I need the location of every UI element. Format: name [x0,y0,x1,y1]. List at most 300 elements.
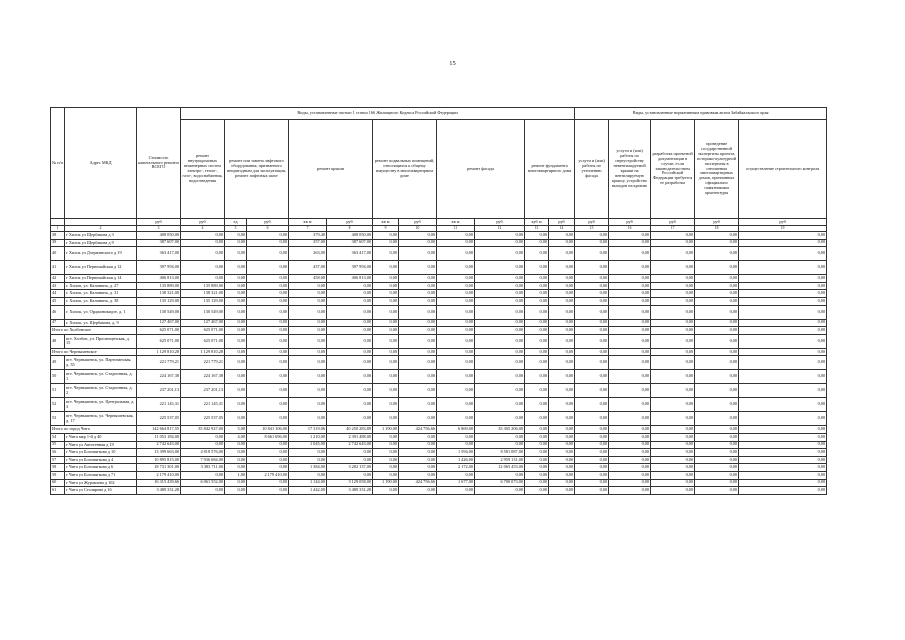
value-cell-nq: 0,00 [525,334,549,348]
table-row [51,441,827,449]
value-cell-exp: 0,00 [695,282,739,290]
address-cell: г Чита ул Богомягкова д 71 [65,471,137,479]
value-cell-bc: 0,00 [399,247,437,261]
value-cell-fc: 0,00 [475,319,525,327]
value-cell-eng: 7 936 684,00 [181,456,225,464]
value-cell-fq: 0,00 [437,232,475,240]
value-cell-exp: 0,00 [695,426,739,434]
value-cell-nc: 0,00 [549,327,575,335]
address-cell: г. Хилок, ул. Калинина, д. 31 [65,290,137,298]
value-cell-ctrl: 0,00 [739,356,827,370]
value-cell-lc: 0,00 [247,384,289,398]
value-cell-vent: 0,00 [609,261,651,275]
value-cell-vent: 0,00 [609,412,651,426]
value-cell-lq: 0,00 [225,348,247,356]
value-cell-warm: 0,00 [575,290,609,298]
value-cell-exp: 0,00 [695,297,739,305]
value-cell-warm: 0,00 [575,426,609,434]
value-cell-lc: 0,00 [247,412,289,426]
value-cell-exp: 0,00 [695,239,739,247]
value-cell-exp: 0,00 [695,433,739,441]
value-cell-rc: 0,00 [327,327,373,335]
value-cell-exp: 0,00 [695,398,739,412]
value-cell-fc: 0,00 [475,261,525,275]
value-cell-exp: 0,00 [695,441,739,449]
value-cell-bq: 0,00 [373,282,399,290]
value-cell-cost: 225 537,05 [137,412,181,426]
table-row [51,239,827,247]
value-cell-lq: 0,00 [225,247,247,261]
value-cell-rq: 263,00 [289,247,327,261]
header-project-docs: разработка проектной документации в случае, если законодательством Российской Федерации требуется ее разработка [651,120,695,219]
value-cell-lq: 0,00 [225,319,247,327]
value-cell-lq: 0,00 [225,456,247,464]
value-cell-bc: 0,00 [399,384,437,398]
value-cell-nq: 0,00 [525,356,549,370]
value-cell-vent: 0,00 [609,456,651,464]
value-cell-lq: 0,00 [225,479,247,487]
value-cell-cost: 397 994,00 [137,261,181,275]
value-cell-rq: 0,00 [289,282,327,290]
value-cell-docs: 0,00 [651,464,695,472]
value-cell-nq: 0,00 [525,479,549,487]
value-cell-bc: 0,00 [399,305,437,319]
address-cell: г. Хилок, ул. Орджоникидзе, д. 1 [65,305,137,319]
value-cell-bc: 0,00 [399,370,437,384]
value-cell-eng: 6 061 552,00 [181,479,225,487]
row-number: 46 [51,305,65,319]
value-cell-bc: 0,00 [399,449,437,457]
value-cell-rc: 0,00 [327,471,373,479]
value-cell-nc: 0,00 [549,334,575,348]
address-cell: г Чита ул Столярова д 16 [65,487,137,495]
value-cell-eng: 127 467,00 [181,319,225,327]
value-cell-vent: 0,00 [609,384,651,398]
value-cell-fc: 0,00 [475,327,525,335]
value-cell-cost: 10 895 815,00 [137,456,181,464]
value-cell-warm: 0,00 [575,247,609,261]
value-cell-rq: 0,00 [289,319,327,327]
value-cell-warm: 0,00 [575,471,609,479]
value-cell-lq: 0,00 [225,487,247,495]
value-cell-cost: 221 145,31 [137,398,181,412]
value-cell-nc: 0,00 [549,456,575,464]
value-cell-nc: 0,00 [549,449,575,457]
value-cell-fc: 0,00 [475,398,525,412]
value-cell-rq: 357,00 [289,239,327,247]
value-cell-nc: 0,00 [549,464,575,472]
value-cell-lq: 0,00 [225,334,247,348]
value-cell-ctrl: 0,00 [739,426,827,434]
value-cell-cost: 2 742 643,00 [137,441,181,449]
value-cell-cost: 221 779,21 [137,356,181,370]
value-cell-ctrl: 0,00 [739,305,827,319]
value-cell-fq: 0,00 [437,261,475,275]
value-cell-fq: 0,00 [437,305,475,319]
value-cell-exp: 0,00 [695,334,739,348]
value-cell-nc: 0,00 [549,433,575,441]
value-cell-rq: 1 384,00 [289,464,327,472]
row-number: 49 [51,356,65,370]
value-cell-bq: 0,00 [373,456,399,464]
value-cell-nc: 0,00 [549,319,575,327]
value-cell-lq: 0,00 [225,290,247,298]
value-cell-rc: 40 250 283,89 [327,426,373,434]
value-cell-docs: 0,00 [651,441,695,449]
value-cell-lc: 0,00 [247,319,289,327]
value-cell-nc: 0,00 [549,290,575,298]
table-row [51,282,827,290]
column-number: 12 [475,226,525,232]
value-cell-bq: 1 190,00 [373,479,399,487]
value-cell-bq: 1 190,00 [373,426,399,434]
value-cell-lc: 0,00 [247,370,289,384]
column-number: 7 [289,226,327,232]
value-cell-fc: 12 065 453,00 [475,464,525,472]
value-cell-ctrl: 0,00 [739,398,827,412]
value-cell-cost: 625 071,00 [137,327,181,335]
unit-cell: руб [137,219,181,226]
table-row [51,297,827,305]
value-cell-fc: 2 959 131,00 [475,456,525,464]
column-number: 14 [549,226,575,232]
value-cell-vent: 0,00 [609,319,651,327]
value-cell-bc: 0,00 [399,275,437,283]
value-cell-cost: 138 321,00 [137,290,181,298]
value-cell-ctrl: 0,00 [739,433,827,441]
value-cell-vent: 0,00 [609,426,651,434]
value-cell-vent: 0,00 [609,479,651,487]
value-cell-nq: 0,00 [525,232,549,240]
value-cell-eng: 0,00 [181,441,225,449]
value-cell-ctrl: 0,00 [739,412,827,426]
value-cell-fq: 0,00 [437,239,475,247]
table-row [51,247,827,261]
value-cell-eng: 221 145,31 [181,398,225,412]
value-cell-bc: 0,00 [399,232,437,240]
value-cell-docs: 0,00 [651,239,695,247]
value-cell-rq: 0,00 [289,356,327,370]
value-cell-exp: 0,00 [695,327,739,335]
value-cell-eng: 0,00 [181,275,225,283]
value-cell-ctrl: 0,00 [739,441,827,449]
value-cell-docs: 0,00 [651,433,695,441]
value-cell-nq: 0,00 [525,239,549,247]
unit-cell: кв м [289,219,327,226]
value-cell-lq: 0,00 [225,356,247,370]
value-cell-nq: 0,00 [525,471,549,479]
value-cell-bq: 0,00 [373,441,399,449]
header-total-cost: Стоимость капитального ремонта ВСЕГО [137,108,181,219]
header-basement: ремонт подвальных помещений, относящихся к общему имуществу в многоквартирном доме [373,120,437,219]
address-cell: г Чита мкр 1-й д 40 [65,433,137,441]
value-cell-fc: 0,00 [475,471,525,479]
unit-cell: руб [739,219,827,226]
value-cell-cost: 237 201,13 [137,384,181,398]
value-cell-warm: 0,00 [575,305,609,319]
value-cell-cost: 1 129 810,28 [137,348,181,356]
value-cell-eng: 225 537,05 [181,412,225,426]
value-cell-exp: 0,00 [695,471,739,479]
value-cell-bq: 0,00 [373,232,399,240]
value-cell-ctrl: 0,00 [739,370,827,384]
value-cell-lq: 5,00 [225,426,247,434]
value-cell-rc: 0,00 [327,398,373,412]
value-cell-exp: 0,00 [695,319,739,327]
value-cell-rq: 0,00 [289,384,327,398]
value-cell-exp: 0,00 [695,305,739,319]
value-cell-rq: 0,00 [289,471,327,479]
value-cell-nc: 0,00 [549,479,575,487]
value-cell-rq: 0,00 [289,327,327,335]
value-cell-docs: 0,00 [651,247,695,261]
value-cell-cost: 16 315 439,66 [137,479,181,487]
value-cell-rc: 406 813,00 [327,275,373,283]
unit-cell: руб [651,219,695,226]
column-number: 2 [65,226,137,232]
value-cell-nc: 0,00 [549,356,575,370]
unit-cell: руб [575,219,609,226]
value-cell-nc: 0,00 [549,384,575,398]
value-cell-docs: 0,00 [651,305,695,319]
value-cell-lc: 0,00 [247,247,289,261]
header-group-housing-code: Виды, установленные частью 1 статьи 166 Жилищного Кодекса Российской Федерации [181,108,575,120]
value-cell-bc: 0,00 [399,348,437,356]
table-row [51,319,827,327]
value-cell-nq: 0,00 [525,456,549,464]
value-cell-fq: 0,00 [437,370,475,384]
value-cell-ctrl: 0,00 [739,479,827,487]
header-engineering-systems: ремонт внутридомовых инженерных систем электро-, тепло-, газо-, водоснабжения, водоотведения [181,120,225,219]
address-cell: г. Хилок, ул. Калинина, д. 27 [65,282,137,290]
header-facade-insulation: услуги и (или) работы по утеплению фасада [575,120,609,219]
value-cell-fc: 0,00 [475,305,525,319]
value-cell-lc: 0,00 [247,305,289,319]
value-cell-warm: 0,00 [575,412,609,426]
subtotal-label: Итого по Холбонское [51,327,137,335]
value-cell-nc: 0,00 [549,398,575,412]
row-number: 38 [51,232,65,240]
value-cell-fq: 2 172,00 [437,464,475,472]
value-cell-bq: 0,00 [373,370,399,384]
unit-cell: кв м [373,219,399,226]
value-cell-warm: 0,00 [575,327,609,335]
value-cell-exp: 0,00 [695,487,739,495]
value-cell-bc: 0,00 [399,398,437,412]
value-cell-rq: 379,40 [289,232,327,240]
value-cell-fq: 1 677,00 [437,479,475,487]
row-number: 45 [51,297,65,305]
unit-cell: руб [327,219,373,226]
value-cell-nq: 0,00 [525,275,549,283]
value-cell-bc: 0,00 [399,239,437,247]
value-cell-docs: 0,00 [651,456,695,464]
value-cell-exp: 0,00 [695,247,739,261]
unit-cell: кв м [437,219,475,226]
value-cell-bc: 0,00 [399,441,437,449]
value-cell-cost: 387 607,00 [137,239,181,247]
value-cell-nq: 0,00 [525,327,549,335]
value-cell-rc: 0,00 [327,348,373,356]
column-number: 1 [51,226,65,232]
table-row [51,290,827,298]
value-cell-rq: 0,00 [289,456,327,464]
value-cell-rc: 0,00 [327,412,373,426]
column-number: 18 [695,226,739,232]
value-cell-cost: 11 053 184,00 [137,433,181,441]
value-cell-rq: 0,00 [289,297,327,305]
value-cell-lc: 0,00 [247,275,289,283]
value-cell-exp: 0,00 [695,275,739,283]
value-cell-warm: 0,00 [575,398,609,412]
value-cell-rq: 458,00 [289,275,327,283]
row-number: 59 [51,471,65,479]
value-cell-nq: 0,00 [525,319,549,327]
value-cell-warm: 0,00 [575,282,609,290]
value-cell-bq: 0,00 [373,398,399,412]
column-number: 3 [137,226,181,232]
header-lift: ремонт или замена лифтового оборудования, признанного непригодным для эксплуатации, ремонт лифтовых шахт [225,120,289,219]
value-cell-fc: 0,00 [475,232,525,240]
row-number: 55 [51,441,65,449]
row-number: 41 [51,261,65,275]
value-cell-vent: 0,00 [609,449,651,457]
value-cell-eng: 4 818 576,00 [181,449,225,457]
value-cell-lq: 0,00 [225,449,247,457]
row-number: 58 [51,464,65,472]
value-cell-bq: 0,00 [373,487,399,495]
value-cell-eng: 0,00 [181,247,225,261]
value-cell-exp: 0,00 [695,479,739,487]
value-cell-fq: 0,00 [437,412,475,426]
value-cell-nq: 0,00 [525,305,549,319]
value-cell-docs: 0,00 [651,449,695,457]
value-cell-rq: 0,00 [289,398,327,412]
value-cell-docs: 0,00 [651,384,695,398]
row-number: 52 [51,398,65,412]
table-row [51,487,827,495]
value-cell-nq: 0,00 [525,464,549,472]
capital-repair-table [50,107,827,495]
value-cell-fq: 0,00 [437,275,475,283]
value-cell-nc: 0,00 [549,239,575,247]
address-cell: г Чита ул Богомягкова д 4 [65,456,137,464]
value-cell-lq: 0,00 [225,305,247,319]
value-cell-vent: 0,00 [609,487,651,495]
value-cell-fc: 6 700 073,00 [475,479,525,487]
value-cell-rq: 0,00 [289,370,327,384]
value-cell-lc: 0,00 [247,290,289,298]
value-cell-cost: 18 731 301,00 [137,464,181,472]
value-cell-lq: 0,00 [225,232,247,240]
value-cell-nq: 0,00 [525,282,549,290]
value-cell-fq: 0,00 [437,356,475,370]
value-cell-fc: 0,00 [475,412,525,426]
value-cell-warm: 0,00 [575,384,609,398]
column-number: 17 [651,226,695,232]
value-cell-lq: 0,00 [225,412,247,426]
value-cell-warm: 0,00 [575,441,609,449]
value-cell-nc: 0,00 [549,282,575,290]
address-cell: г. Хилок, ул. Щербакова, д. 9 [65,319,137,327]
value-cell-docs: 0,00 [651,327,695,335]
value-cell-bq: 0,00 [373,261,399,275]
value-cell-ctrl: 0,00 [739,282,827,290]
column-number: 4 [181,226,225,232]
value-cell-bc: 424 756,66 [399,479,437,487]
value-cell-vent: 0,00 [609,433,651,441]
value-cell-fq: 0,00 [437,398,475,412]
value-cell-cost: 408 050,00 [137,232,181,240]
value-cell-nq: 0,00 [525,261,549,275]
value-cell-eng: 0,00 [181,433,225,441]
value-cell-fc: 0,00 [475,356,525,370]
value-cell-nc: 0,00 [549,441,575,449]
value-cell-nq: 0,00 [525,247,549,261]
value-cell-nq: 0,00 [525,348,549,356]
row-number: 56 [51,449,65,457]
table-row [51,412,827,426]
address-cell: г Чита ул Журавлева д 102 [65,479,137,487]
value-cell-ctrl: 0,00 [739,449,827,457]
value-cell-rc: 3 129 058,00 [327,479,373,487]
value-cell-rc: 0,00 [327,319,373,327]
value-cell-ctrl: 0,00 [739,261,827,275]
value-cell-exp: 0,00 [695,348,739,356]
table-row [51,275,827,283]
value-cell-ctrl: 0,00 [739,327,827,335]
table-row [51,433,827,441]
value-cell-bc: 424 756,66 [399,426,437,434]
value-cell-lc: 0,00 [247,327,289,335]
value-cell-vent: 0,00 [609,239,651,247]
address-cell: г Хилок ул Первомайская д 14 [65,275,137,283]
value-cell-exp: 0,00 [695,449,739,457]
value-cell-warm: 0,00 [575,239,609,247]
value-cell-rc: 0,00 [327,305,373,319]
subtotal-row [51,426,827,434]
value-cell-docs: 0,00 [651,319,695,327]
value-cell-lq: 4,00 [225,433,247,441]
value-cell-lc: 0,00 [247,456,289,464]
row-number: 57 [51,456,65,464]
value-cell-nc: 0,00 [549,261,575,275]
value-cell-cost: 135 129,00 [137,297,181,305]
value-cell-warm: 0,00 [575,348,609,356]
value-cell-vent: 0,00 [609,464,651,472]
value-cell-docs: 0,00 [651,232,695,240]
value-cell-ctrl: 0,00 [739,275,827,283]
value-cell-cost: 135 889,00 [137,282,181,290]
value-cell-warm: 0,00 [575,297,609,305]
table-row [51,464,827,472]
value-cell-vent: 0,00 [609,232,651,240]
value-cell-docs: 0,00 [651,334,695,348]
page-number: 15 [449,60,456,67]
value-cell-bq: 0,00 [373,247,399,261]
value-cell-vent: 0,00 [609,282,651,290]
value-cell-nc: 0,00 [549,370,575,384]
subtotal-row [51,348,827,356]
column-number: 9 [373,226,399,232]
value-cell-bc: 0,00 [399,327,437,335]
value-cell-lc: 0,00 [247,239,289,247]
value-cell-docs: 0,00 [651,261,695,275]
value-cell-rq: 0,00 [289,449,327,457]
table-row [51,261,827,275]
row-number: 54 [51,433,65,441]
value-cell-docs: 0,00 [651,487,695,495]
